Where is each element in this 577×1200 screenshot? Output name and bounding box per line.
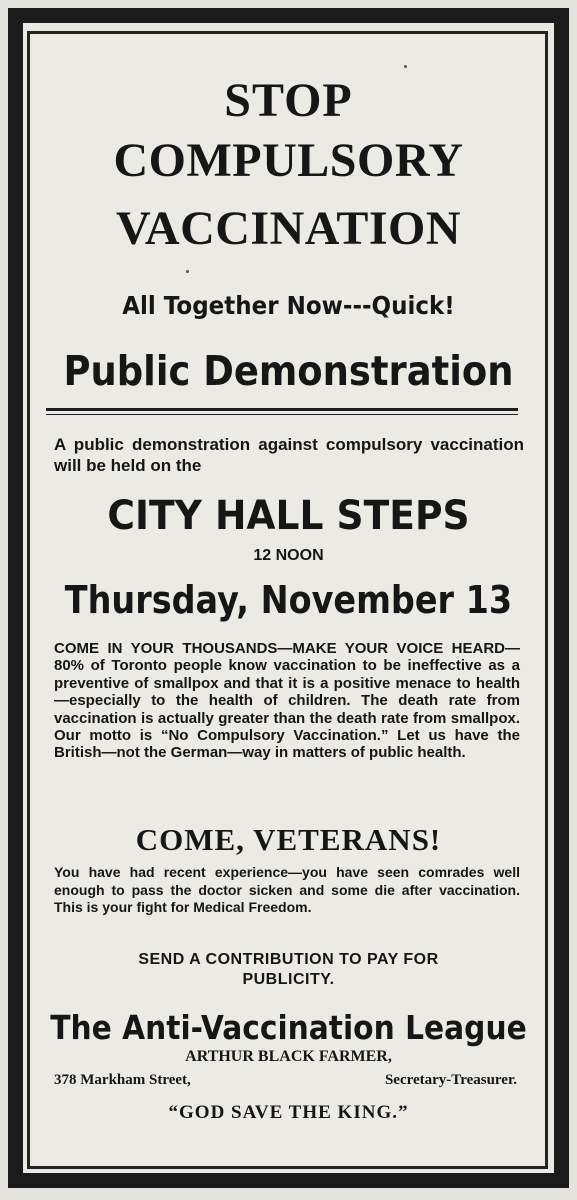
address: 378 Markham Street, xyxy=(54,1072,191,1088)
tagline: All Together Now---Quick! xyxy=(122,291,455,320)
print-speck xyxy=(186,270,189,273)
secretary-name: ARTHUR BLACK FARMER, xyxy=(185,1048,392,1065)
veterans-heading: COME, VETERANS! xyxy=(135,822,442,857)
headline-vaccination: VACCINATION xyxy=(115,202,462,255)
location-heading: CITY HALL STEPS xyxy=(107,493,470,539)
veterans-paragraph: You have had recent experience—you have seen comrades well enough to pass the doctor sicken and some die after vaccination. This is your fight for Medical Freedom. xyxy=(54,864,520,916)
divider-rule-thin xyxy=(46,414,518,415)
headline-stop: STOP xyxy=(224,74,353,127)
divider-rule xyxy=(46,408,518,411)
print-speck xyxy=(404,65,407,68)
body-paragraph: COME IN YOUR THOUSANDS—MAKE YOUR VOICE HEARD—80% of Toronto people know vaccination to be ineffective as a preventive of smallpox and that it is a positive menace to health—especially to the health of children. The death rate from vaccination is actually greater than the death rate from smallpox. Our motto is “No Compulsory Vaccination.” Let us have the British—not the German—way in matters of public health. xyxy=(54,640,520,762)
closing-motto: “GOD SAVE THE KING.” xyxy=(168,1102,409,1123)
date-heading: Thursday, November 13 xyxy=(64,578,513,622)
subhead-public-demonstration: Public Demonstration xyxy=(63,347,514,395)
contribution-line-2: PUBLICITY. xyxy=(242,971,335,988)
time-text: 12 NOON xyxy=(253,547,324,564)
headline-compulsory: COMPULSORY xyxy=(113,134,464,187)
secretary-title: Secretary-Treasurer. xyxy=(384,1072,517,1088)
organization-name: The Anti-Vaccination League xyxy=(50,1008,527,1047)
intro-text: A public demonstration against compulsory vaccination will be held on the xyxy=(54,435,524,475)
contribution-line-1: SEND A CONTRIBUTION TO PAY FOR xyxy=(138,951,439,968)
